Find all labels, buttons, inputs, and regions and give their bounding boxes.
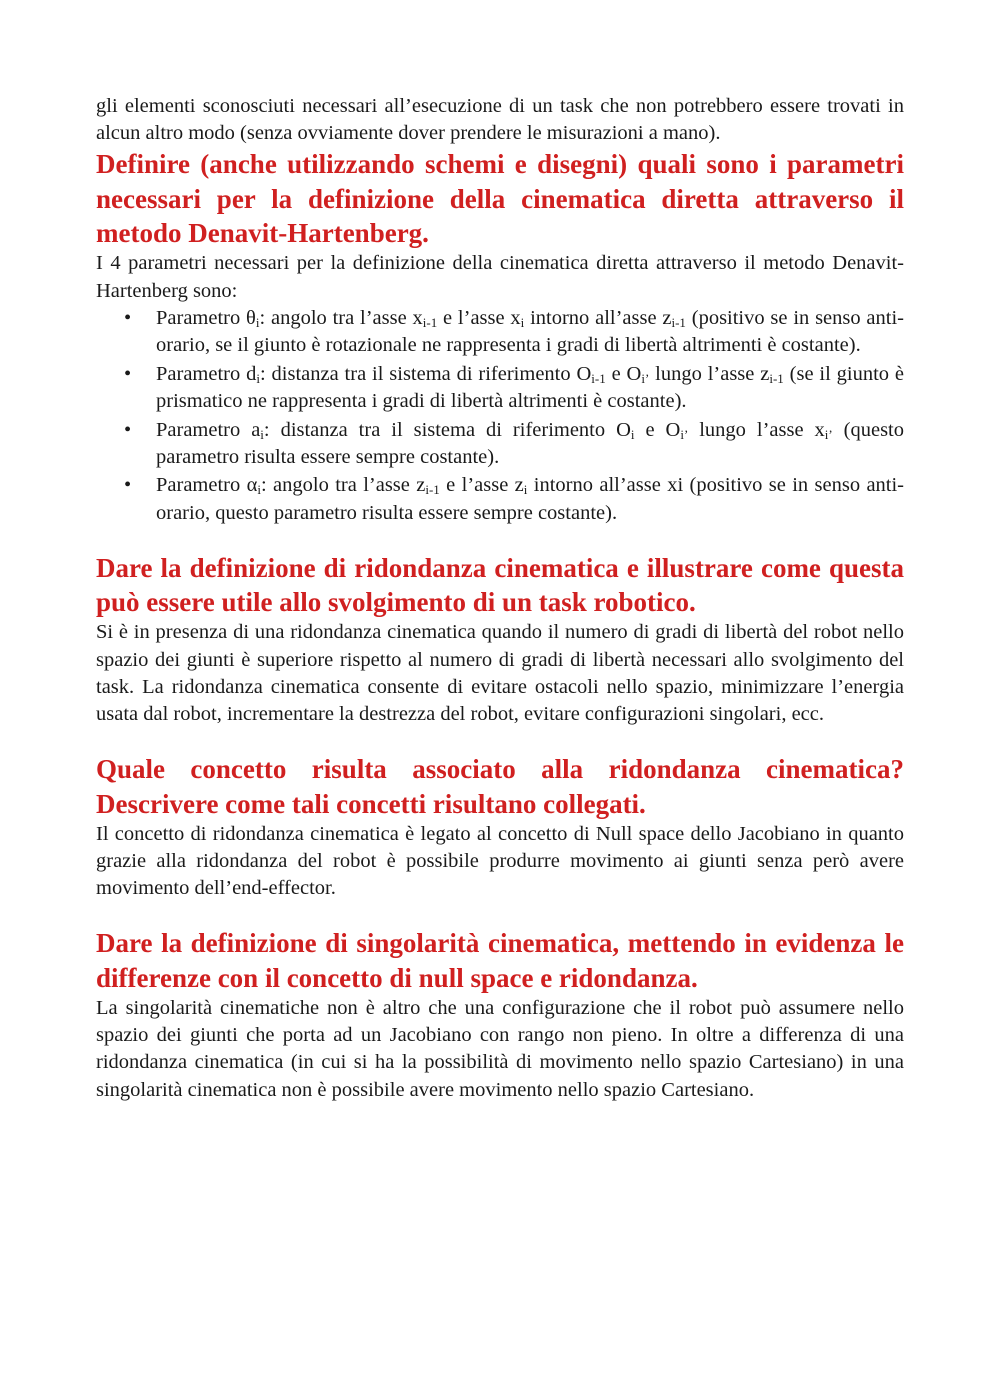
list-item: • Parametro $\theta_i$: angolo tra l’asse $x_{i-1}$ e l’asse $x_i$ intorno all’asse $z_{i-1}$ (positivo se in senso anti-orario, se il giunto è rotazionale ne rappresenta i gradi di libertà altrimenti è costante). xyxy=(124,306,904,356)
page-content xyxy=(96,93,904,1104)
question-heading-redundancy-concept: Quale concetto risulta associato alla ridondanza cinematica? Descrivere come tali concetti risultano collegati. xyxy=(96,754,904,819)
answer-kinematic-singularity: La singolarità cinematiche non è altro che una configurazione che il robot può assumere nello spazio dei giunti che porta ad un Jacobiano con rango non pieno. In oltre a differenza di una ridondanza cinematica (in cui si ha la possibilità di movimento nello spazio Cartesiano) in una singolarità cinematica non è possibile avere movimento nello spazio Cartesiano. xyxy=(96,997,904,1101)
bullet-icon: • xyxy=(124,418,132,441)
bullet-icon: • xyxy=(124,362,132,385)
dh-parameter-list xyxy=(96,305,904,527)
question-heading-kinematic-redundancy: Dare la definizione di ridondanza cinematica e illustrare come questa può essere utile allo svolgimento di un task robotico. xyxy=(96,552,904,618)
list-item: • Parametro $\alpha_i$: angolo tra l’asse $z_{i-1}$ e l’asse $z_i$ intorno all’asse xi (positivo se in senso anti-orario, questo parametro risulta essere sempre costante). xyxy=(124,474,905,524)
answer-redundancy-concept: Il concetto di ridondanza cinematica è legato al concetto di Null space dello Jacobiano in quanto grazie alla ridondanza del robot è possibile produrre movimento ai giunti senza però avere movimento dell’end-effector. xyxy=(96,822,904,900)
answer-kinematic-redundancy: Si è in presenza di una ridondanza cinematica quando il numero di gradi di libertà del robot nello spazio dei giunti è superiore rispetto al numero di gradi di libertà necessari allo svolgimento del task. La ridondanza cinematica consente di evitare ostacoli nello spazio, minimizzare l’energia usata dal robot, incrementare la destrezza del robot, evitare configurazioni singolari, ecc. xyxy=(96,621,904,726)
list-item: • Parametro $a_i$: distanza tra il sistema di riferimento $O_i$ e $O_{i’}$ lungo l’asse $x_{i’}$ (questo parametro risulta essere sempre costante). xyxy=(124,418,905,468)
list-item: • Parametro $d_i$: distanza tra il sistema di riferimento $O_{i-1}$ e $O_{i’}$ lungo l’asse $z_{i-1}$ (se il giunto è prismatico ne rappresenta i gradi di libertà altrimenti è costante). xyxy=(124,362,904,412)
bullet-icon: • xyxy=(124,474,132,497)
question-heading-dh-parameters: Definire (anche utilizzando schemi e disegni) quali sono i parametri necessari per la definizione della cinematica diretta attraverso il metodo Denavit-Hartenberg. xyxy=(96,149,904,248)
intro-paragraph: gli elementi sconosciuti necessari all’esecuzione di un task che non potrebbero essere trovati in alcun altro modo (senza ovviamente dover prendere le misurazioni a mano). xyxy=(96,95,904,145)
bullet-icon: • xyxy=(124,306,132,329)
question-heading-kinematic-singularity: Dare la definizione di singolarità cinematica, mettendo in evidenza le differenze con il concetto di null space e ridondanza. xyxy=(96,928,904,993)
answer-dh-parameters: I 4 parametri necessari per la definizione della cinematica diretta attraverso il metodo Denavit-Hartenberg sono: xyxy=(96,252,904,302)
